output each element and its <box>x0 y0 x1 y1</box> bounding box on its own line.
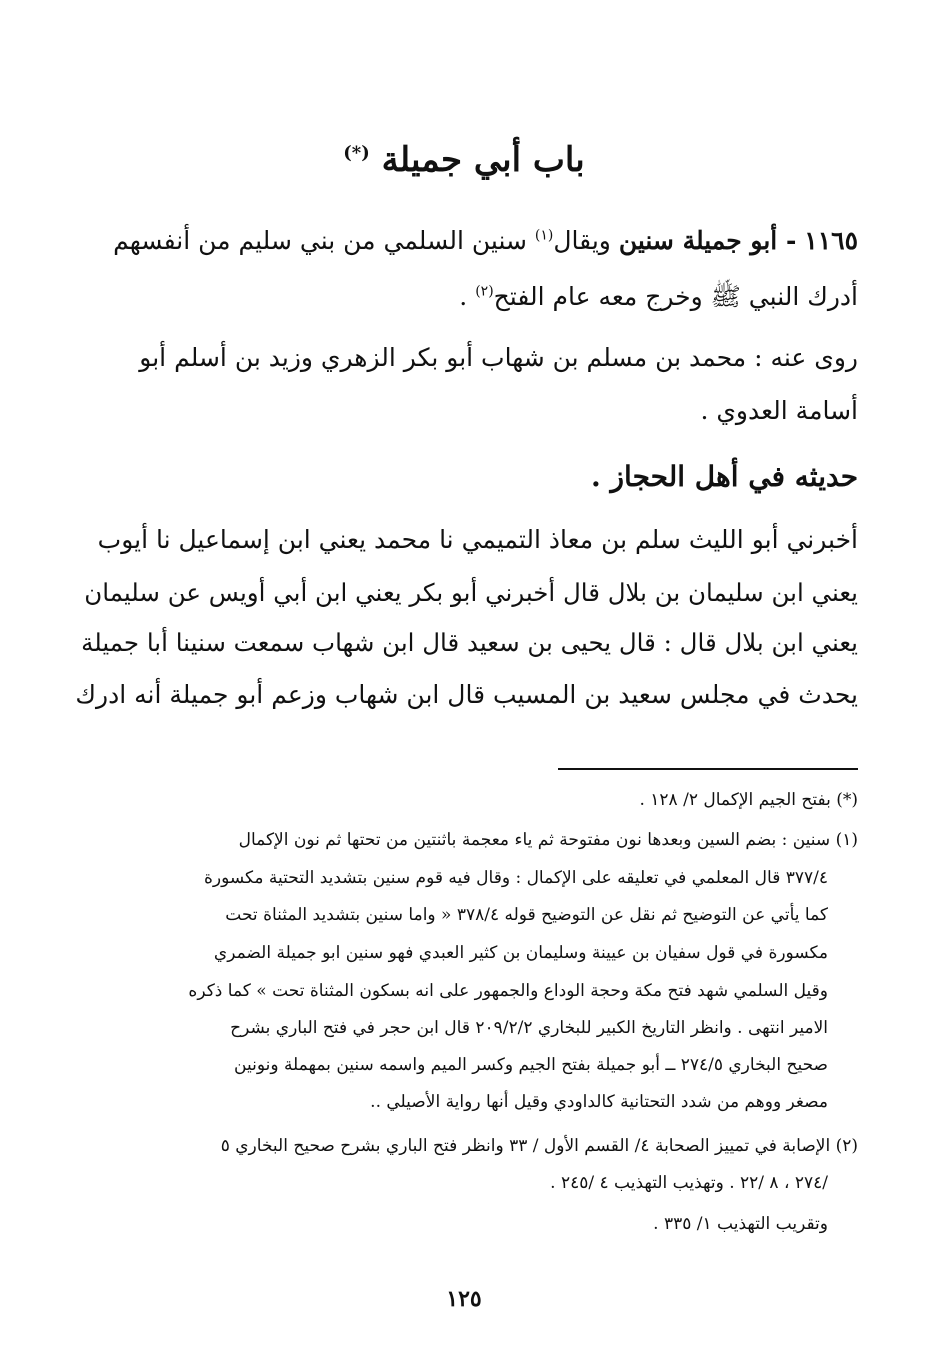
entry-text: ويقال <box>553 226 611 255</box>
footnote-1-line: وقيل السلمي شهد فتح مكة وحجة الوداع والجمهور على انه بسكون المثناة تحت » كما ذكره <box>188 981 828 1001</box>
entry-line-2 <box>459 284 858 309</box>
entry-end: . <box>459 282 468 311</box>
hadith-line: يعني ابن بلال قال : قال يحيى بن سعيد قال ابن شهاب سمعت سنينا أبا جميلة <box>81 628 858 657</box>
footnote-2-line: /٢٧٤ ، ٨ /٢٢ . وتهذيب التهذيب ٤ /٢٤٥ . <box>550 1173 828 1193</box>
chapter-title-text: باب أبي جميلة <box>381 140 585 180</box>
footnote-2-line: وتقريب التهذيب ١/ ٣٣٥ . <box>653 1214 828 1234</box>
footnote-1-line: ٣٧٧/٤ قال المعلمي في تعليقه على الإكمال : وقال فيه قوم سنين بتشديد التحتية مكسورة <box>203 868 828 888</box>
footnote-1-line: مكسورة في قول سفيان بن عيينة وسليمان بن كثير العبدي فهو سنين ابو جميلة الضمري <box>213 943 828 963</box>
chapter-title <box>0 140 928 180</box>
footnote-1-line: كما يأتي عن التوضيح ثم نقل عن التوضيح قوله ٣٧٨/٤ « واما سنين بتشديد المثناة تحت <box>225 905 828 925</box>
footnote-ref-2: (٢) <box>475 283 494 300</box>
footnote-ref-1: (١) <box>534 227 554 244</box>
entry-number: ١١٦٥ <box>804 226 858 255</box>
footnote-2-line: (٢) الإصابة في تمييز الصحابة ٤/ القسم الأول / ٣٣ وانظر فتح الباري بشرح صحيح البخاري ٥ <box>220 1136 858 1156</box>
entry-text: أدرك النبي ﷺ وخرج معه عام الفتح <box>493 282 858 311</box>
footnote-star: (*) بفتح الجيم الإكمال ٢/ ١٢٨ . <box>639 790 858 810</box>
entry-text: سنين السلمي من بني سليم من أنفسهم <box>113 226 527 255</box>
footnote-1-line: الامير انتهى . وانظر التاريخ الكبير للبخاري ٢٠٩/٢/٢ قال ابن حجر في فتح الباري بشرح <box>230 1018 828 1038</box>
page-number: ١٢٥ <box>446 1286 482 1312</box>
footnote-1-line: (١) سنين : بضم السين وبعدها نون مفتوحة ثم ياء معجمة باثنتين من تحتها ثم نون الإكمال <box>238 830 858 850</box>
footnote-divider <box>558 768 858 770</box>
hadith-line: يعني ابن سليمان بن بلال قال أخبرني أبو بكر يعني ابن أبي أويس عن سليمان <box>84 578 858 607</box>
entry-line-1 <box>113 228 858 253</box>
entry-name: - أبو جميلة سنين <box>618 226 797 255</box>
section-heading: حديثه في أهل الحجاز . <box>591 460 858 493</box>
hadith-line: يحدث في مجلس سعيد بن المسيب قال ابن شهاب وزعم أبو جميلة أنه ادرك <box>75 680 858 709</box>
footnote-1-line: صحيح البخاري ٢٧٤/٥ ــ أبو جميلة بفتح الجيم وكسر الميم واسمه سنين بمهملة ونونين <box>234 1055 828 1075</box>
narrators-line-2: أسامة العدوي . <box>700 396 858 425</box>
narrators-line-1: روى عنه : محمد بن مسلم بن شهاب أبو بكر الزهري وزيد بن أسلم أبو <box>139 343 858 372</box>
hadith-line: أخبرني أبو الليث سلم بن معاذ التميمي نا محمد يعني ابن إسماعيل نا أيوب <box>97 525 858 554</box>
chapter-footnote-mark: (*) <box>343 142 370 164</box>
footnote-1-line: مصغر ووهم من شدد التحتانية كالداودي وقيل أنها رواية الأصيلي .. <box>370 1092 828 1112</box>
